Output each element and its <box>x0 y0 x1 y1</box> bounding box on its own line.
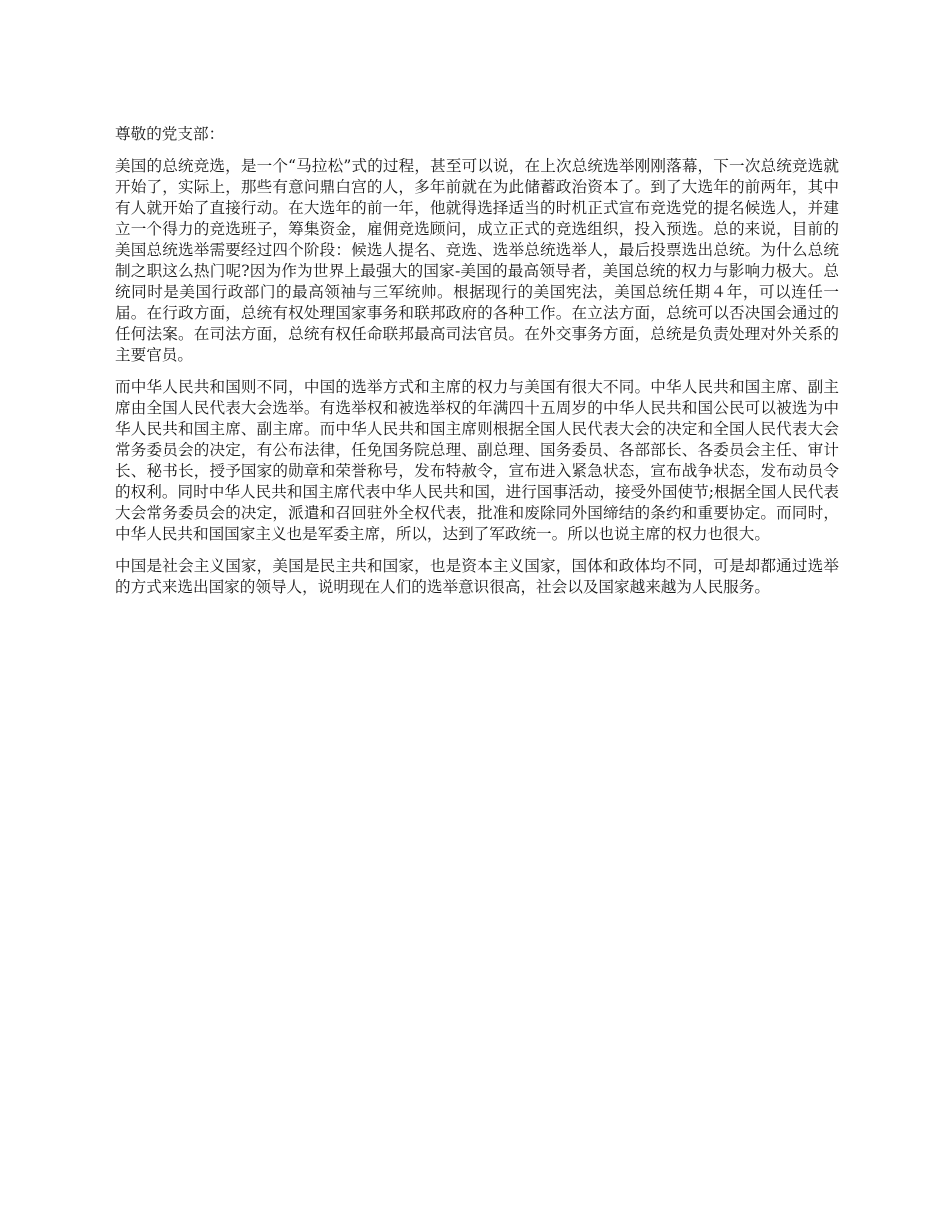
paragraph-china-election: 而中华人民共和国则不同，中国的选举方式和主席的权力与美国有很大不同。中华人民共和国主席、副主席由全国人民代表大会选举。有选举权和被选举权的年满四十五周岁的中华人民共和国公民可以被选为中华人民共和国主席、副主席。而中华人民共和国主席则根据全国人民代表大会的决定和全国人民代表大会常务委员会的决定，有公布法律，任免国务院总理、副总理、国务委员、各部部长、各委员会主任、审计长、秘书长，授予国家的勋章和荣誉称号，发布特赦令，宣布进入紧急状态，宣布战争状态，发布动员令的权利。同时中华人民共和国主席代表中华人民共和国，进行国事活动，接受外国使节;根据全国人民代表大会常务委员会的决定，派遣和召回驻外全权代表，批准和废除同外国缔结的条约和重要协定。而同时，中华人民共和国国家主义也是军委主席，所以，达到了军政统一。所以也说主席的权力也很大。 <box>115 378 839 543</box>
salutation: 尊敬的党支部： <box>115 125 225 143</box>
paragraph-us-election: 美国的总统竞选，是一个“马拉松”式的过程，甚至可以说，在上次总统选举刚刚落幕，下一次总统竞选就开始了，实际上，那些有意问鼎白宫的人，多年前就在为此储蓄政治资本了。到了大选年的前两年，其中有人就开始了直接行动。在大选年的前一年，他就得选择适当的时机正式宣布竞选党的提名候选人，并建立一个得力的竞选班子，筹集资金，雇佣竞选顾问，成立正式的竞选组织，投入预选。总的来说，目前的美国总统选举需要经过四个阶段：候选人提名、竞选、选举总统选举人，最后投票选出总统。为什么总统制之职这么热门呢?因为作为世界上最强大的国家-美国的最高领导者，美国总统的权力与影响力极大。总统同时是美国行政部门的最高领袖与三军统帅。根据现行的美国宪法，美国总统任期４年，可以连任一届。在行政方面，总统有权处理国家事务和联邦政府的各种工作。在立法方面，总统可以否决国会通过的任何法案。在司法方面，总统有权任命联邦最高司法官员。在外交事务方面，总统是负责处理对外关系的主要官员。 <box>115 157 839 364</box>
document-page <box>115 124 839 609</box>
paragraph-conclusion: 中国是社会主义国家，美国是民主共和国家，也是资本主义国家，国体和政体均不同，可是却都通过选举的方式来选出国家的领导人，说明现在人们的选举意识很高，社会以及国家越来越为人民服务。 <box>115 557 839 596</box>
